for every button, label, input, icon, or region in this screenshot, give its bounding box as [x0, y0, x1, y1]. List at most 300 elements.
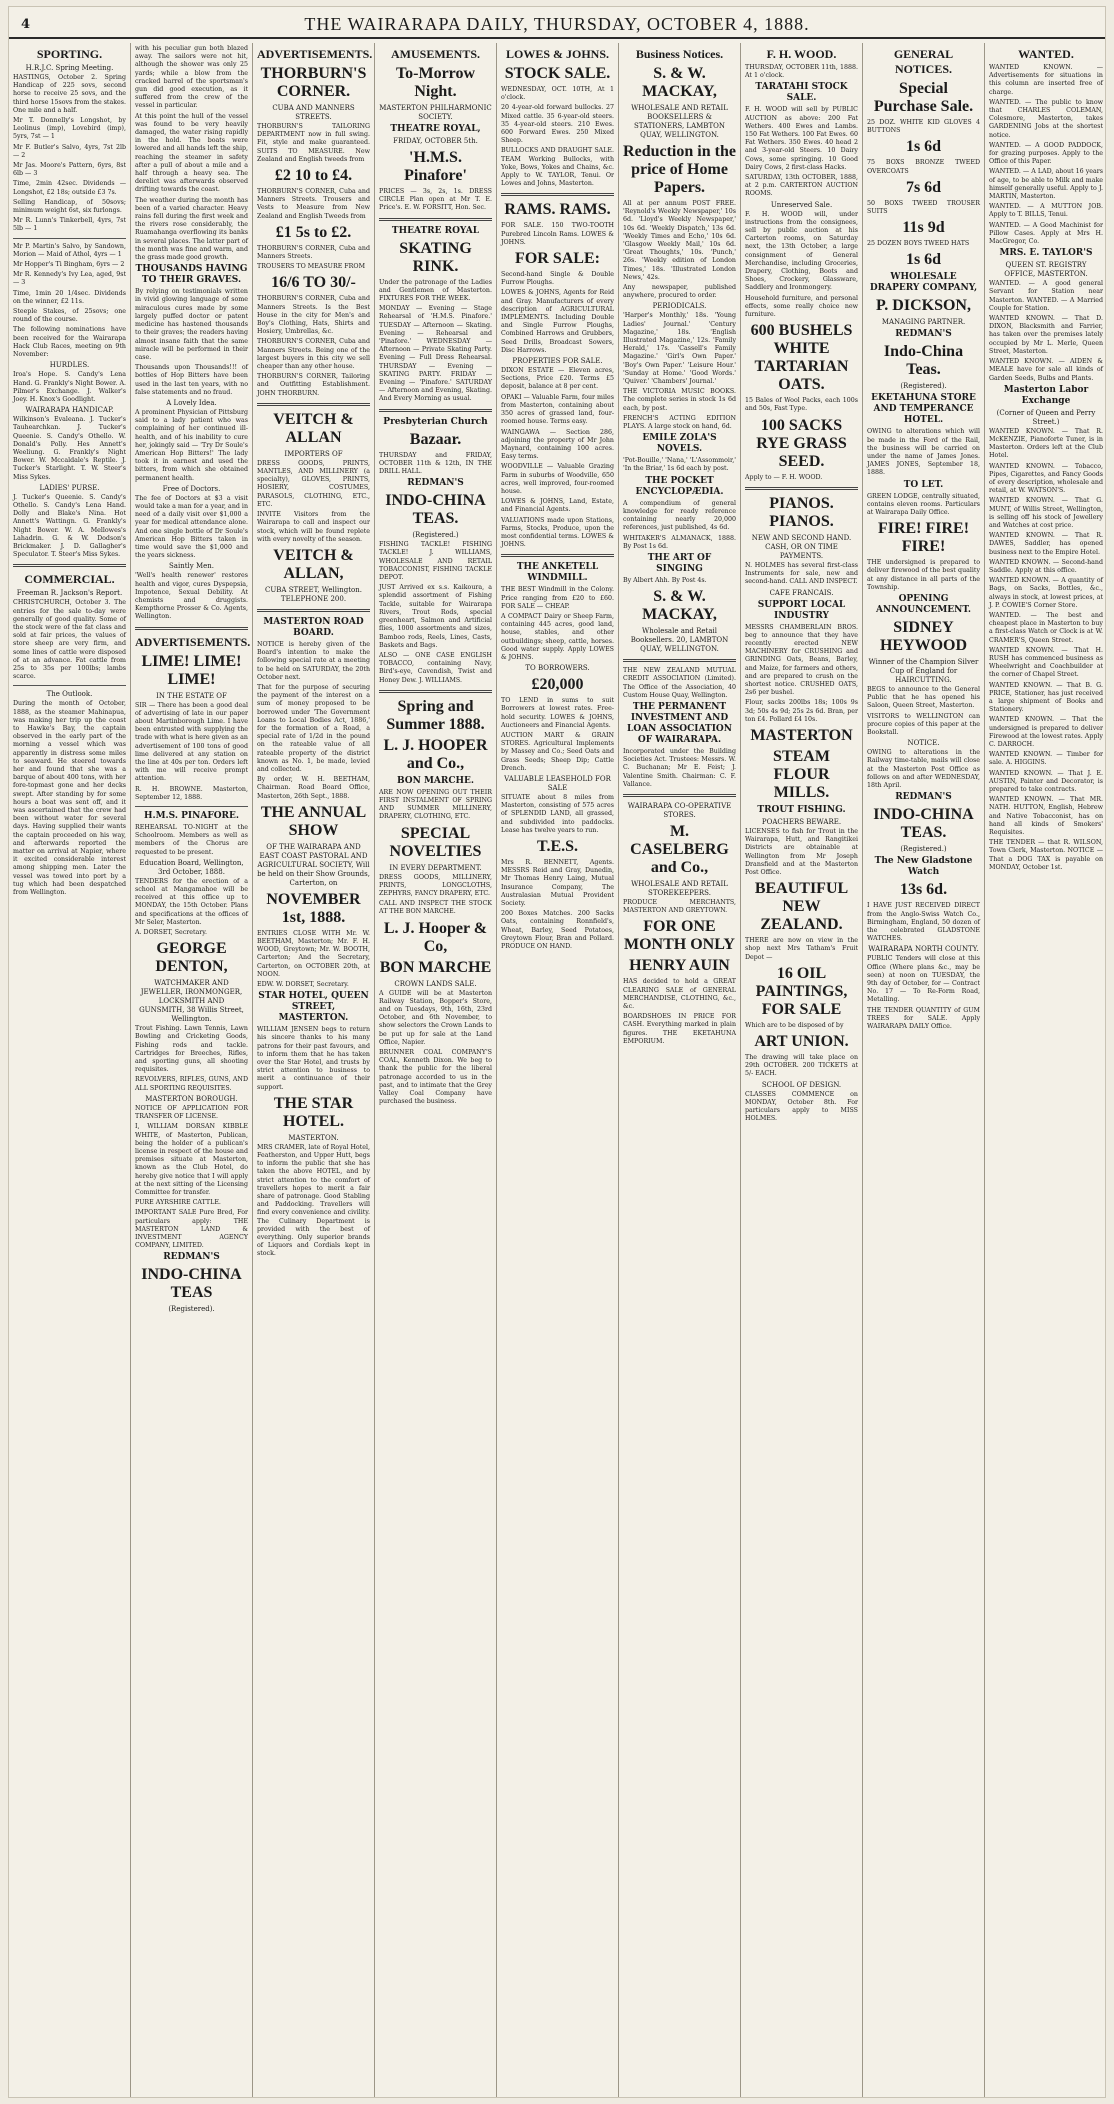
body-paragraph: THORBURN'S TAILORING DEPARTMENT now in full swing. Fit, style and make guaranteed. SUITS TO MEASURE. New Zealand and English tweeds from — [257, 123, 370, 163]
display-headline: VEITCH & ALLAN — [273, 410, 354, 446]
body-paragraph: 15 Bales of Wool Packs, each 100s and 50s, Fast Type. — [745, 397, 858, 413]
subheading: OF THE WAIRARAPA AND EAST COAST PASTORAL AND AGRICULTURAL SOCIETY, Will be held on their Show Grounds, Carterton, on — [257, 842, 370, 887]
body-paragraph: 50 BOXS TWEED TROUSER SUITS — [867, 199, 980, 216]
subheading: IMPORTERS OF — [284, 449, 343, 458]
display-headline: 100 SACKS RYE GRASS SEED. — [756, 416, 847, 470]
subheading: (Corner of Queen and Perry Street.) — [996, 408, 1096, 426]
body-paragraph: Mr R. Lunn's Tinkerbell, 4yrs, 7st 5lb — 1 — [13, 217, 126, 233]
ad-heading: TROUT FISHING. — [757, 804, 846, 815]
body-paragraph: I, WILLIAM DORSAN KIBBLE WHITE, of Masterton, Publican, being the holder of a publican's license in respect of the house and premises situate at Masterton, known as the Club Hotel, do hereby give notice that I will apply at the next sitting of the Licensing Committee for transfer. — [135, 1123, 248, 1196]
body-paragraph: A COMPACT Dairy or Sheep Farm, containing 445 acres, good land, house, stables, and other outbuildings; sheep, cattle, horses. Good water supply. Apply LOWES & JOHNS. — [501, 612, 614, 661]
body-paragraph: TENDERS for the erection of a school at Mangamahoe will be received at this office up to MONDAY, the 15th October. Plans and specifications at the offices of Mr Seler, Masterton. — [135, 877, 248, 926]
column-divider — [501, 193, 614, 196]
display-headline: 1s 6d — [905, 251, 942, 269]
newspaper-page — [8, 6, 1106, 2098]
body-paragraph: WANTED KNOWN. — Second-hand Saddle. Apply at this office. — [989, 558, 1103, 574]
body-paragraph: THORBURN'S CORNER, Cuba and Manners Streets. Is the Best House in the city for Men's and Boy's Clothing, Hats, Shirts and Hosiery, Umbrellas, &c. — [257, 295, 370, 336]
body-paragraph: WANTED KNOWN. — That B. G. PRICE, Stationer, has just received a large shipment of Books and Stationery. — [989, 681, 1103, 714]
display-headline: To-Morrow Night. — [395, 65, 476, 100]
display-headline: HENRY AUIN — [629, 957, 730, 975]
body-paragraph: ENTRIES CLOSE WITH Mr. W. BEETHAM, Masterton; Mr. F. H. WOOD, Greytown; Mr. W. BOOTH, Carterton; And the Secretary, Carterton, on OCTOBER 20th, at NOON. — [257, 929, 370, 978]
subheading: WAIRARAPA HANDICAP. — [25, 406, 114, 415]
body-paragraph: with his peculiar gun both blazed away. The sailors were not hit, although the shower was only 25 yards; while a blow from the cracked barrel of the sportsman's gun did good execution, as it suffered from the crew of the vessel in particular. — [135, 45, 248, 110]
body-paragraph: I HAVE JUST RECEIVED DIRECT from the Anglo-Swiss Watch Co., Birmingham, England, 50 dozen of the celebrated GLADSTONE WATCHES. — [867, 902, 980, 943]
ad-heading: REDMAN'S — [407, 478, 464, 489]
subheading: FRIDAY, OCTOBER 5th. — [393, 137, 478, 145]
body-paragraph: WANTED KNOWN. — That the undersigned is prepared to deliver Firewood at the lowest rates. Apply C. DARROCH. — [989, 716, 1103, 749]
body-paragraph: THORBURN'S CORNER, Cuba and Manners Streets. Being one of the largest buyers in this city we sell cheaper than any other house. — [257, 338, 370, 371]
body-paragraph: THE TENDER — that R. WILSON, Town Clerk, Masterton. NOTICE — That a DOG TAX is payable on MONDAY, October 1st. — [989, 839, 1103, 871]
body-paragraph: At this point the hull of the vessel was found to be very heavily damaged, the water rising rapidly in the hold. The boats were lowered and all hands left the ship, reaching the steamer in safety after a pull of about a mile and a half through a heavy sea. The derelict was afterwards observed drifting towards the coast. — [135, 112, 248, 194]
subheading: Saintly Men. — [169, 562, 214, 571]
body-paragraph: WANTED. — A good general Servant for Station near Masterton. WANTED. — A Married Couple for Station. — [989, 280, 1103, 312]
body-paragraph: HASTINGS, October 2. Spring Handicap of 225 sovs, second horse to receive 25 sovs, and the third horse 15sovs from the stakes. One mile and a half. — [13, 74, 126, 114]
column-divider — [13, 238, 126, 239]
body-paragraph: Mr Jas. Moore's Pattern, 6yrs, 8st 6lb — 3 — [13, 162, 126, 178]
body-paragraph: INVITE Visitors from the Wairarapa to call and inspect our stock, which will be found replete with every novelty of the season. — [257, 511, 370, 543]
body-paragraph: THURSDAY and FRIDAY, OCTOBER 11th & 12th, IN THE DRILL HALL. — [379, 451, 492, 476]
display-headline: INDO-CHINA TEAS. — [385, 492, 486, 528]
display-headline: STOCK SALE. — [504, 65, 611, 82]
section-heading: ADVERTISEMENTS. — [135, 634, 251, 649]
ad-heading: REDMAN'S — [895, 329, 952, 340]
body-paragraph: Flour, sacks 200lbs 18s; 100s 9s 3d; 50s 4s 9d; 25s 2s 6d. Bran, per ton £4. Pollard £4 10s. — [745, 699, 858, 723]
body-paragraph: PRODUCE MERCHANTS, MASTERTON AND GREYTOWN. — [623, 898, 736, 915]
body-paragraph: DRESS GOODS, PRINTS, MANTLES, AND MILLINERY (a specialty), GLOVES, PRINTS, HOSIERY, COSTUMES, PARASOLS, CLOTHING, ETC., ETC. — [257, 459, 370, 508]
ad-heading: TO LET. — [903, 479, 944, 490]
ad-heading: WHOLESALE DRAPERY COMPANY, — [869, 272, 978, 294]
body-paragraph: CALL AND INSPECT THE STOCK AT THE BON MARCHE. — [379, 900, 492, 916]
body-paragraph: WANTED. — The public to know that CHARLES COLEMAN, Colesmore, Masterton, takes GARDENING Jobs at the shortest notice. — [989, 98, 1103, 139]
section-heading: ADVERTISEMENTS. — [257, 47, 373, 61]
body-paragraph: R. H. BROWNE. Masterton, September 12, 1888. — [135, 785, 248, 801]
display-headline: 7s 6d — [905, 178, 942, 196]
body-paragraph: 'Harper's Monthly,' 18s. 'Young Ladies' Journal.' 'Century Magazine,' 18s. 'English Illustrated Magazine,' 12s. 'Family Herald,' 17s. 'Cassell's Family Magazine.' 'Girl's Own Paper.' 'Boy's Own Paper.' 'Leisure Hour.' 'Sunday at Home.' 'Good Words.' 'Quiver.' 'Chambers' Journal.' — [623, 312, 736, 386]
column-4 — [375, 43, 497, 2097]
body-paragraph: THORBURN'S CORNER, Cuba and Manners Streets. Trousers and Vests to Measure from New Zealand and English Tweeds from — [257, 188, 370, 220]
body-paragraph: BEGS to announce to the General Public that he has opened his Saloon, Queen Street, Masterton. — [867, 686, 980, 710]
body-paragraph: WANTED KNOWN. — That J. E. AUSTIN, Painter and Decorator, is prepared to take contracts. — [989, 769, 1103, 794]
section-heading: GENERAL NOTICES. — [893, 47, 954, 76]
subheading: CUBA STREET, Wellington. TELEPHONE 200. — [265, 585, 362, 603]
columns-container — [9, 43, 1105, 2097]
body-paragraph: THORBURN'S CORNER, Tailoring and Outfitting Establishment. JOHN THORBURN. — [257, 373, 370, 397]
body-paragraph: N. HOLMES has several first-class Instruments for sale, new and second-hand. CALL AND INSPECT. — [745, 561, 858, 586]
subheading: CAFE FRANCAIS. — [769, 588, 834, 597]
body-paragraph: A prominent Physician of Pittsburg said to a lady patient who was complaining of her continued ill-health, and of his inability to cure her, jokingly said — 'Try Dr Soule's American Hop Bitters!' The lady took it in earnest and used the bitters, from which she obtained permanent health. — [135, 408, 248, 482]
subheading: MASTERTON. — [288, 1133, 339, 1142]
body-paragraph: Household furniture, and personal effects, some really choice new furniture. — [745, 294, 858, 319]
column-divider — [135, 627, 248, 630]
body-paragraph: NOTICE OF APPLICATION FOR TRANSFER OF LICENSE. — [135, 1104, 248, 1121]
display-headline: S. & W. MACKAY, — [642, 588, 717, 624]
body-paragraph: F. H. WOOD will sell by PUBLIC AUCTION as above: 200 Fat Wethers. 400 Ewes and Lambs. 150 Fat Wethers. 100 Fat Ewes. 60 Fat Wethers. 350 Ewes. 40 head 2 and 3-year-old Steers. 10 Dairy Cows, some springing. 10 Good Dairy Cows, 2 first-class Hacks. — [745, 106, 858, 171]
display-headline: Indo-China Teas. — [883, 343, 964, 379]
body-paragraph: 200 Boxes Matches. 200 Sacks Oats, containing Ronnfield's, Wheat, Barley, Seed Potatoes, Greytown Flour, Bran and Pollard. PRODUCE ON HAND. — [501, 910, 614, 951]
ad-heading: Masterton Labor Exchange — [1003, 384, 1089, 406]
display-headline: S. & W. MACKAY, — [642, 65, 717, 100]
display-headline: SKATING RINK. — [399, 239, 472, 275]
body-paragraph: FOR SALE. 150 TWO-TOOTH Purebred Lincoln Rams. LOWES & JOHNS. — [501, 222, 614, 246]
display-headline: THE STAR HOTEL. — [273, 1094, 354, 1130]
body-paragraph: Mr Hopper's Ti Bingham, 6yrs — 2 — [13, 261, 125, 269]
body-paragraph: The fee of Doctors at $3 a visit would take a man for a year, and in need of a daily visit over $1,000 a year for medical attendance alone. And one single bottle of Dr Soule's American Hop Bitters taken in time would save the $1,000 and the years sickness. — [135, 494, 248, 560]
body-paragraph: PRICES — 3s, 2s, 1s. DRESS CIRCLE Plan open at Mr T. E. Price's. E. W. FORSITT, Hon. Sec. — [379, 188, 492, 212]
display-headline: L. J. Hooper & Co, — [383, 919, 488, 955]
body-paragraph: A GUIDE will be at Masterton Railway Station, Bopper's Store, and on Tuesdays, 9th, 16th, 23rd October, and 6th November, to show selectors the Crown Lands to be put up for sale at the Land Office, Napier. — [379, 989, 492, 1046]
subheading: The Outlook. — [46, 690, 93, 699]
display-headline: BON MARCHE — [379, 958, 492, 976]
body-paragraph: Second-hand Single & Double Furrow Ploughs. — [501, 271, 614, 287]
subheading: HURDLES. — [49, 361, 90, 370]
body-paragraph: DIXON ESTATE — Eleven acres, Sections, Price £20. Terms £5 deposit, balance at 8 per cent. — [501, 367, 614, 391]
display-headline: STEAM FLOUR MILLS. — [773, 747, 830, 801]
column-divider — [13, 564, 126, 567]
display-headline: £1 5s to £2. — [275, 223, 352, 241]
subheading: NEW AND SECOND HAND. CASH, OR ON TIME PAYMENTS. — [751, 533, 852, 560]
body-paragraph: NOTICE is hereby given of the Board's intention to make the following special rate at a meeting to be held on SATURDAY, the 20th October next. — [257, 640, 370, 681]
ad-heading: THEATRE ROYAL — [391, 225, 480, 236]
body-paragraph: J. Tucker's Queenie. S. Candy's Othello. S. Candy's Lena Hand. Dolly and Blake's Nina. Hot Annett's Wattingn. G. Frankly's Night Bower. W. A. Mellowes's Lahadrin. G. & W. Dodson's Brickmaker. J. D. Gallagher's Speculator. T. Steer's Miss Sykes. — [13, 493, 126, 559]
display-headline: INDO-CHINA TEAS. — [873, 806, 974, 842]
display-headline: LIME! LIME! LIME! — [141, 652, 242, 688]
body-paragraph: LOWES & JOHNS, Land, Estate, and Financial Agents. — [501, 498, 614, 514]
body-paragraph: WANTED KNOWN. — That R. McKENZIE, Pianoforte Tuner, is in Masterton. Orders left at the Club Hotel. — [989, 427, 1103, 460]
body-paragraph: AUCTION MART & GRAIN STORES. Agricultural Implements by Massey and Co.; Seed Oats and Grass Seeds; Sheep Dip; Cattle Drench. — [501, 731, 614, 772]
column-divider — [135, 806, 248, 807]
newspaper-title: THE WAIRARAPA DAILY, THURSDAY, OCTOBER 4, 1888. — [304, 13, 810, 34]
body-paragraph: LICENSES to fish for Trout in the Wairarapa, Hutt, and Rangitikei Districts are obtainable at Wellington from Mr Joseph Dransfield and at the Masterton Post Office. — [745, 827, 858, 876]
ad-heading: THOUSANDS HAVING TO THEIR GRAVES. — [135, 264, 248, 286]
body-paragraph: 'Well's health renewer' restores health and vigor, cures Dyspepsia, Impotence, Sexual Debility. At chemists and druggists. Kempthorne Prosser & Co. Agents, Wellington. — [135, 572, 248, 621]
column-5 — [497, 43, 619, 2097]
body-paragraph: Selling Handicap, of 50sovs; minimum weight 6st, six furlongs. — [13, 198, 126, 215]
display-headline: 600 BUSHELS WHITE TARTARIAN OATS. — [750, 322, 853, 394]
display-headline: 13s 6d. — [899, 881, 948, 899]
subheading: VALUABLE LEASEHOLD FOR SALE — [504, 775, 611, 792]
column-6 — [619, 43, 741, 2097]
body-paragraph: GREEN LODGE, centrally situated, contains eleven rooms. Particulars at Wairarapa Daily Office. — [867, 492, 980, 517]
body-paragraph: TROUSERS TO MEASURE FROM — [257, 263, 366, 271]
body-paragraph: Mr R. Kennedy's Ivy Lea, aged, 9st — 3 — [13, 271, 126, 287]
display-headline: GEORGE DENTON, — [155, 940, 228, 976]
body-paragraph: Mrs R. BENNETT, Agents. MESSRS Reid and Gray, Dunedin, Mr Thomas Henry Laing, Mutual Insurance Company, The Australasian Mutual Provident Society. — [501, 859, 614, 908]
body-paragraph: BRUNNER COAL COMPANY'S COAL, Kenneth Dixon. We beg to thank the public for the liberal patronage accorded to us in the past, and to intimate that the Grey Valley Coal Company have purchased the business. — [379, 1048, 492, 1106]
body-paragraph: WANTED KNOWN. — That D. DIXON, Blacksmith and Farrier, has taken over the premises lately occupied by Mr L. Merle, Queen Street, Masterton. — [989, 315, 1103, 355]
subheading: QUEEN ST. REGISTRY OFFICE, MASTERTON. — [1004, 261, 1088, 279]
subheading: A Lovely Idea. — [166, 398, 217, 407]
display-headline: BEAUTIFUL NEW ZEALAND. — [754, 880, 849, 934]
display-headline: RAMS. RAMS. — [504, 201, 611, 219]
column-divider — [379, 690, 492, 693]
display-headline: T.E.S. — [536, 838, 579, 856]
section-heading: COMMERCIAL. — [24, 572, 115, 587]
body-paragraph: CHRISTCHURCH, October 3. The entries for the sale to-day were generally of good quality. Some of the stock were of the fat class and sold at fair prices, the values of store sheep are very firm, and some lines of cattle were disposed of at an advance. Fat cattle from 25s to 35s per 100lbs; lambs scarce. — [13, 599, 126, 681]
ad-heading: EMILE ZOLA'S NOVELS. — [642, 433, 717, 455]
ad-heading: THEATRE ROYAL, — [390, 124, 481, 134]
display-headline: SIDNEY HEYWOOD — [879, 619, 968, 655]
body-paragraph: REHEARSAL TO-NIGHT at the Schoolroom. Members as well as members of the Chorus are requested to be present. — [135, 824, 248, 856]
body-paragraph: Apply to — F. H. WOOD. — [745, 473, 823, 481]
body-paragraph: BULLOCKS AND DRAUGHT SALE. TEAM Working Bullocks, with Yoke, Bows, Yokes and Chains, &c. Apply to W. TAYLOR, Tenui. Or Lowes and Johns, Masterton. — [501, 147, 614, 188]
body-paragraph: WANTED KNOWN. — Advertisements for situations in this column are inserted free of charge. — [989, 64, 1103, 96]
subheading: Freeman R. Jackson's Report. — [16, 589, 123, 598]
subheading: WHOLESALE AND RETAIL STOREKEEPERS. — [631, 879, 728, 897]
ad-heading: TARATAHI STOCK SALE. — [755, 82, 848, 104]
column-9 — [985, 43, 1106, 2097]
display-headline: M. CASELBERG and Co., — [630, 822, 729, 876]
display-headline: 'H.M.S. Pinafore' — [404, 149, 467, 184]
body-paragraph: Mr T. Donnelly's Longshot, by Leolinus (imp), Lovebird (imp), 5yrs, 7st — 1 — [13, 117, 126, 141]
subheading: WHOLESALE AND RETAIL BOOKSELLERS & STATIONERS, LAMBTON QUAY, WELLINGTON. — [631, 104, 728, 139]
body-paragraph: 25 DOZEN BOYS TWEED HATS — [867, 240, 970, 248]
section-heading: SPORTING. — [36, 47, 103, 61]
display-headline: THE ANNUAL SHOW — [260, 803, 367, 839]
body-paragraph: THE TENDER QUANTITY of GUM TREES for SALE. Apply WAIRARAPA DAILY Office. — [867, 1006, 980, 1030]
section-heading: WANTED. — [1018, 47, 1074, 61]
body-paragraph: 'Pot-Bouille,' 'Nana,' 'L'Assommoir,' 'In the Briar,' 1s 6d each by post. — [623, 457, 736, 473]
body-paragraph: Which are to be disposed of by — [745, 1021, 844, 1029]
subheading: POACHERS BEWARE. — [761, 817, 842, 826]
section-heading: AMUSEMENTS. — [390, 47, 480, 61]
body-paragraph: WANTED KNOWN. — AIDEN & MEALE have for sale all kinds of Garden Seeds, Bulbs and Plants. — [989, 358, 1103, 382]
subheading: H.R.J.C. Spring Meeting. — [25, 64, 114, 72]
body-paragraph: 75 BOXS BRONZE TWEED OVERCOATS — [867, 159, 980, 175]
display-headline: THORBURN'S CORNER. — [260, 65, 367, 100]
ad-heading: H.M.S. PINAFORE. — [143, 811, 240, 822]
body-paragraph: HAS decided to hold a GREAT CLEARING SALE of GENERAL MERCHANDISE, CLOTHING, &c., &c. — [623, 978, 736, 1010]
subheading: Unreserved Sale. — [770, 200, 833, 209]
body-paragraph: WANTED KNOWN. — A quantity of Bags, on Sacks, Bottles, &c., always in stock, at lowest prices, at J. P. COWIE'S Corner Store. — [989, 577, 1103, 609]
subheading: SCHOOL OF DESIGN. — [761, 1080, 842, 1089]
body-paragraph: By order, W. H. BEETHAM, Chairman. Road Board Office, Masterton, 26th Sept., 1888. — [257, 776, 370, 800]
ad-heading: BON MARCHE. — [396, 775, 475, 786]
subheading: Wholesale and Retail Booksellers. 20, LAMBTON QUAY, WELLINGTON. — [630, 627, 729, 654]
body-paragraph: JUST Arrived ex s.s. Kaikoura, a splendid assortment of Fishing Tackle, suitable for Wairarapa Rivers, Trout Rods, special greenheart, Salmon and Artificial flies, 1000 assortments and sizes, Bamboo rods, Reels, Lines, Casts, Baskets and Bags. — [379, 584, 492, 649]
subheading: PROPERTIES FOR SALE. — [512, 357, 603, 366]
ad-heading: MRS. E. TAYLOR'S — [999, 248, 1093, 259]
body-paragraph: WANTED. — The best and cheapest place in Masterton to buy a first-class Watch or Clock is at W. CRAMER'S, Queen Street. — [989, 611, 1103, 644]
ad-heading: THE POCKET ENCYCLOPÆDIA. — [635, 475, 724, 497]
subheading: (Registered). — [900, 382, 947, 391]
display-headline: Special Purchase Sale. — [873, 80, 974, 115]
ad-heading: THE PERMANENT INVESTMENT AND LOAN ASSOCIATION OF WAIRARAPA. — [627, 701, 732, 745]
body-paragraph: By relying on testimonials written in vivid glowing language of some miraculous cures made by some largely puffed doctor or patent medicine has hastened thousands to their graves; the readers having almost insane faith that the same miracle will be performed in their case. — [135, 288, 248, 361]
body-paragraph: THE NEW ZEALAND MUTUAL CREDIT ASSOCIATION (Limited). The Office of the Association, 40 Custom House Quay, Wellington. — [623, 667, 736, 699]
subheading: CUBA AND MANNERS STREETS. — [272, 104, 355, 121]
body-paragraph: VALUATIONS made upon Stations, Farms, Stocks, Produce, upon the most confidential terms. LOWES & JOHNS. — [501, 516, 614, 549]
body-paragraph: By Albert Ahh. By Post 4s. — [623, 576, 707, 584]
body-paragraph: OWING to alterations in the Railway time-table, mails will close at the Masterton Post Office as follows on and after WEDNESDAY, 18th April. — [867, 749, 980, 790]
display-headline: L. J. HOOPER and Co., — [383, 736, 488, 772]
display-headline: NOVEMBER 1st, 1888. — [266, 890, 361, 926]
body-paragraph: Mr F. Butler's Salvo, 4yrs, 7st 2lb — 2 — [13, 143, 126, 159]
ad-heading: STAR HOTEL, QUEEN STREET, MASTERTON. — [258, 991, 369, 1024]
body-paragraph: OPAKI — Valuable Farm, four miles from Masterton, containing about 350 acres of grassed land, four-roomed house. Terms easy. — [501, 393, 615, 426]
subheading: CROWN LANDS SALE. — [394, 979, 477, 988]
subheading: IN EVERY DEPARTMENT. — [389, 863, 482, 872]
section-heading: Business Notices. — [635, 47, 724, 61]
ad-heading: REDMAN'S — [895, 792, 952, 803]
subheading: LADIES' PURSE. — [39, 483, 100, 492]
subheading: MASTERTON BOROUGH. — [145, 1094, 238, 1103]
body-paragraph: Thousands upon Thousands!!! of bottles of Hop Bitters have been used in the last ten years, with no false statements and no fraud. — [135, 364, 248, 396]
body-paragraph: During the month of October, 1888, as the steamer Mahinapua, was making her trip up the coast to Hawke's Bay, the captain observed in the early part of the morning a vessel which was apparently in distress some miles to seaward. He steered towards her and found that she was a barque of about 400 tons, with her fore-topmast gone and her decks swept. After standing by for some hours a boat was sent off, and it was ascertained that the crew had been without water for several days. Having supplied their wants the captain proceeded on his way, and afterwards reported the matter on arrival at Napier, where it excited considerable interest among shipping men. Later the vessel was towed into port by a tug which had been despatched from Wellington. — [13, 700, 126, 897]
subheading: WATCHMAKER AND JEWELLER, IRONMONGER, LOCKSMITH AND GUNSMITH, 38 Willis Street, Wellington. — [139, 979, 244, 1024]
display-headline: INDO-CHINA TEAS — [141, 1266, 242, 1302]
body-paragraph: Incorporated under the Building Societies Act. Trustees: Messrs. W. C. Buchanan; Mr E. Feist; J. Valentine Smith. Chairman: C. F. Vallance. — [623, 747, 736, 788]
body-paragraph: WILLIAM JENSEN begs to return his sincere thanks to his many patrons for their past favours, and to inform them that he has taken over the Star Hotel, and trusts by strict attention to business to merit a continuance of their support. — [257, 1026, 370, 1091]
column-divider — [257, 403, 370, 406]
column-1 — [9, 43, 131, 2097]
display-headline: FIRE! FIRE! FIRE! — [877, 520, 970, 556]
display-headline: PIANOS. PIANOS. — [769, 494, 834, 530]
body-paragraph: Wilkinson's Evaleana. J. Tucker's Tauhearchkan. J. Tucker's Queenie. S. Candy's Othello. W. Donald's Polly. Hes Annett's Weeliung. G. Frankly's Night Bower. W. Mccaldale's Reptile. J. Tucker's Starlight. T. W. Steer's Miss Sykes. — [13, 416, 126, 481]
body-paragraph: F. H. WOOD will, under instructions from the consignees, sell by public auction at his Carterton rooms, on Saturday next, the 13th October, a large consignment of General Merchandise, including Groceries, Drapery, Clothing, Boots and Shoes, Crockery, Glassware, Saddlery and Ironmongery. — [745, 210, 858, 292]
body-paragraph: THORBURN'S CORNER, Cuba and Manners Streets. — [257, 244, 370, 261]
body-paragraph: WANTED. — A GOOD PADDOCK, for grazing purposes. Apply to the Office of this Paper. — [989, 141, 1103, 166]
section-heading: F. H. WOOD. — [766, 47, 837, 61]
body-paragraph: WHITAKER'S ALMANACK, 1888. By Post 1s 6d. — [623, 534, 736, 550]
display-headline: £20,000 — [531, 676, 584, 694]
display-headline: Reduction in the price of Home Papers. — [623, 143, 736, 196]
ad-heading: THE ART OF SINGING — [647, 552, 712, 574]
body-paragraph: IMPORTANT SALE Pure Bred, For particulars apply: THE MASTERTON LAND & INVESTMENT AGENCY COMPANY, LIMITED. — [135, 1209, 248, 1250]
subheading: MANAGING PARTNER. — [881, 318, 966, 327]
body-paragraph: THE VICTORIA MUSIC BOOKS. The complete series in stock 1s 6d each, by post. — [623, 388, 736, 412]
subheading: TO BORROWERS. — [525, 664, 590, 673]
subheading: (Registered.) — [900, 845, 947, 854]
column-divider — [501, 554, 614, 557]
ad-heading: Presbyterian Church — [383, 416, 488, 427]
subheading: NOTICE. — [907, 739, 940, 748]
display-headline: 16 OIL PAINTINGS, FOR SALE — [755, 964, 848, 1018]
display-headline: ART UNION. — [754, 1032, 849, 1050]
body-paragraph: Mr P. Martin's Salvo, by Sandown, Morion — Maid of Athol, 4yrs — 1 — [13, 242, 126, 258]
display-headline: MASTERTON — [750, 726, 853, 744]
body-paragraph: Time, 2min 42sec. Dividends — Longshot, £2 18s; outside £3 7s. — [13, 180, 126, 196]
body-paragraph: ALSO — ONE CASE ENGLISH TOBACCO, containing Navy, Bird's-eye, Cavendish, Twist and Honey Dew. J. WILLIAMS. — [379, 651, 492, 684]
subheading: Education Board, Wellington, 3rd October, 1888. — [139, 858, 244, 876]
display-headline: Spring and Summer 1888. — [386, 697, 485, 733]
body-paragraph: 20 4-year-old forward bullocks. 27 Mixed cattle. 35 6-year-old steers. 35 4-year-old steers. 210 Ewes. 600 Forward Ewes. 250 Mixed Sheep. — [501, 104, 614, 145]
body-paragraph: ARE NOW OPENING OUT THEIR FIRST INSTALMENT OF SPRING AND SUMMER MILLINERY, DRAPERY, CLOTHING, ETC. — [379, 788, 492, 821]
column-divider — [257, 609, 370, 612]
body-paragraph: A compendium of general knowledge for ready reference containing nearly 20,000 references, just published, 4s 6d. — [623, 499, 736, 532]
body-paragraph: MESSRS CHAMBERLAIN BROS. beg to announce that they have recently erected NEW MACHINERY for CRUSHING and GRINDING Oats, Beans, Barley, and Maize, for farmers and others, and are prepared to crush on the shortest notice. CRUSHED OATS, 2s6 per bushel. — [745, 623, 858, 697]
display-headline: £2 10 to £4. — [274, 167, 353, 185]
body-paragraph: Under the patronage of the Ladies and Gentlemen of Masterton. FIXTURES FOR THE WEEK. — [379, 278, 492, 303]
ad-heading: SUPPORT LOCAL INDUSTRY — [757, 599, 846, 621]
display-headline: FOR SALE: — [515, 250, 600, 268]
body-paragraph: The weather during the month has been of a varied character. Heavy rains fell during the first week and the rivers rose considerably, the Ruamahanga overflowing its banks in several places. The latter part of the month was fine and warm, and the grass made good growth. — [135, 196, 248, 262]
body-paragraph: WANTED KNOWN. — Timber for sale. A. HIGGINS. — [989, 751, 1103, 767]
subheading: Winner of the Champion Silver Cup of England for HAIRCUTTING. — [868, 658, 979, 685]
body-paragraph: REVOLVERS, RIFLES, GUNS, AND ALL SPORTING REQUISITES. — [135, 1076, 248, 1092]
body-paragraph: Time, 1min 20 1/4sec. Dividends on the winner, £2 11s. — [13, 289, 126, 305]
column-3 — [253, 43, 375, 2097]
body-paragraph: 25 DOZ. WHITE KID GLOVES 4 BUTTONS — [867, 119, 980, 135]
subheading: WAIRARAPA CO-OPERATIVE STORES. — [627, 801, 732, 819]
body-paragraph: LOWES & JOHNS, Agents for Reid and Gray. Manufacturers of every description of AGRICULTURAL IMPLEMENTS. Including Double and Single Furrow Ploughs, Combined Harrows and Grubbers, Seed Drills, Broadcast Sowers, Disc Harrows. — [501, 289, 614, 354]
column-2 — [131, 43, 253, 2097]
body-paragraph: SIR — There has been a good deal of advertising of late in our paper about Martinborough Lime. I have been entrusted with supplying the trade with what is here given as an advertisement of 100 tons of good lime delivered at any station on the line at 40s per ton. Orders left with me will receive prompt attention. — [135, 701, 248, 783]
subheading: (Registered). — [168, 1305, 215, 1314]
body-paragraph: Iroa's Hope. S. Candy's Lena Hand. G. Frankly's Night Bower. A. Pilmer's Exchange. J. Walker's Joey. H. Knox's Goodlight. — [13, 371, 126, 403]
body-paragraph: FRENCH'S ACTING EDITION PLAYS. A large stock on hand, 6d. — [623, 414, 736, 431]
subheading: Free of Doctors. — [162, 484, 221, 493]
page-number: 4 — [21, 16, 31, 32]
body-paragraph: CLASSES COMMENCE on MONDAY, October 8th. For particulars apply to MISS HOLMES. — [745, 1090, 858, 1123]
body-paragraph: That for the purpose of securing the payment of the interest on a sum of money proposed to be borrowed under 'The Government Loans to Local Bodies Act, 1886,' for the formation of a Road, a special rate of 1/2d in the pound on the rateable value of all rateable property of the district known as No. 1, be made, levied and collected. — [257, 683, 370, 773]
body-paragraph: WANTED KNOWN. — That R. DAWES, Saddler, has opened business next to the Empire Hotel. — [989, 532, 1103, 556]
display-headline: FOR ONE MONTH ONLY — [624, 918, 735, 954]
body-paragraph: WEDNESDAY, OCT. 10TH, At 1 o'clock. — [501, 86, 614, 102]
body-paragraph: Trout Fishing. Lawn Tennis, Lawn Bowling and Cricketing Goods, Fishing rods and tackle. Cartridges for Breeches, Rifles, and sporting guns, all shooting requisites. — [135, 1025, 248, 1074]
body-paragraph: PUBLIC Tenders will close at this Office (Where plans &c., may be seen) at noon on TUESDAY, the 9th day of October, for — Contract No. 17 — To Re-Form Road, Metalling. — [867, 955, 980, 1004]
body-paragraph: WANTED KNOWN. — That MR. NATH. HUTTON, English, Hebrew and Native Tobacconist, has on hand all kinds of Smokers' Requisites. — [989, 796, 1103, 837]
display-headline: 1s 6d — [905, 138, 942, 156]
body-paragraph: MRS CRAMER, late of Royal Hotel, Featherston, and Upper Hutt, begs to inform the public that she has taken the above HOTEL, and by strict attention to the comfort of travellers hopes to merit a fair share of patronage. Good Stabling and Paddocking. Travellers will find every convenience and civility. The Culinary Department is provided with the best of everything. Only superior brands of Liquors and Cordials kept in stock. — [257, 1143, 370, 1258]
body-paragraph: SITUATE about 8 miles from Masterton, consisting of 575 acres of SPLENDID LAND, all grassed, and subdivided into paddocks. Lease has twelve years to run. — [501, 794, 614, 834]
body-paragraph: Steeple Stakes, of 25sovs; one round of the course. — [13, 308, 126, 324]
body-paragraph: The following nominations have been received for the Wairarapa Hack Club Races, meeting on 9th November: — [13, 326, 126, 359]
body-paragraph: BOARDSHOES IN PRICE FOR CASH. Everything marked in plain figures. THE EKETAHUNA EMPORIUM. — [623, 1013, 736, 1045]
subheading: PERIODICALS. — [652, 302, 707, 311]
body-paragraph: OWING to alterations which will be made in the Ford of the Rail, the business will be carried on under the name of James Jones. JAMES JONES, September 18, 1888. — [867, 428, 980, 477]
body-paragraph: VISITORS to WELLINGTON can procure copies of this paper at the Bookstall. — [867, 712, 980, 737]
display-headline: VEITCH & ALLAN, — [273, 546, 354, 582]
body-paragraph: MONDAY — Evening — Stage Rehearsal of 'H.M.S. Pinafore.' TUESDAY — Afternoon — Skating. Evening — Rehearsal and 'Pinafore.' WEDNESDAY — Afternoon — Private Skating Party. Evening — Full Dress Rehearsal. THURSDAY — Evening — SKATING PARTY. FRIDAY — Evening — 'Pinafore.' SATURDAY — Afternoon and Evening, Skating. And Every Morning as usual. — [379, 305, 492, 403]
ad-heading: The New Gladstone Watch — [874, 856, 973, 878]
body-paragraph: WANTED. — A LAD, about 16 years of age, to be able to Milk and make himself generally useful. Apply to J. MARTIN, Masterton. — [989, 168, 1103, 201]
column-divider — [379, 409, 492, 412]
body-paragraph: WANTED. — A MUTTON JOB. Apply to T. BILLS, Tenui. — [989, 203, 1103, 219]
body-paragraph: THE undersigned is prepared to deliver firewood of the best quality at any distance in all parts of the Township. — [867, 559, 980, 591]
display-headline: Bazaar. — [409, 430, 462, 448]
column-8 — [863, 43, 985, 2097]
display-headline: P. DICKSON, — [876, 297, 971, 315]
body-paragraph: A. DORSET, Secretary. — [135, 929, 208, 937]
body-paragraph: WANTED KNOWN. — That H. RUSH has commenced business as Wheelwright and Coachbuilder at the corner of Chapel Street. — [989, 646, 1103, 679]
column-divider — [13, 685, 126, 686]
section-heading: LOWES & JOHNS. — [505, 47, 610, 61]
body-paragraph: WANTED KNOWN. — Tobacco, Pipes, Cigarettes, and Fancy Goods of every description, wholesale and retail, at W. WATSON'S. — [989, 462, 1103, 495]
column-divider — [745, 487, 858, 490]
body-paragraph: The drawing will take place on 29th OCTOBER. 200 TICKETS at 5/- EACH. — [745, 1053, 858, 1078]
subheading: WAIRARAPA NORTH COUNTY. — [868, 945, 979, 954]
ad-heading: MASTERTON ROAD BOARD. — [263, 616, 364, 638]
ad-heading: EKETAHUNA STORE AND TEMPERANCE HOTEL. — [871, 393, 976, 426]
body-paragraph: PURE AYRSHIRE CATTLE. — [135, 1199, 221, 1207]
display-headline: 11s 9d — [902, 219, 945, 237]
body-paragraph: Any newspaper, published anywhere, procured to order. — [623, 284, 736, 300]
ad-heading: OPENING ANNOUNCEMENT. — [875, 594, 972, 616]
column-divider — [623, 794, 736, 797]
body-paragraph: WANTED. — A Good Machinist for Pillow Cases. Apply at Mrs H. MacGregor, Co. — [989, 221, 1103, 246]
body-paragraph: TO LEND in sums to suit Borrowers at lowest rates. Free-hold security. LOWES & JOHNS, Auctioneers and Financial Agents. — [501, 697, 614, 729]
masthead — [9, 11, 1105, 39]
subheading: MASTERTON PHILHARMONIC SOCIETY. — [379, 104, 492, 121]
body-paragraph: WAINGAWA — Section 286, adjoining the property of Mr John Maynard, containing 100 acres. Easy terms. — [501, 428, 614, 461]
body-paragraph: DRESS GOODS, MILLINERY, PRINTS, LONGCLOTHS, ZEPHYRS, FANCY DRAPERY, ETC. — [379, 873, 492, 897]
body-paragraph: FISHING TACKLE! FISHING TACKLE! J. WILLIAMS, WHOLESALE AND RETAIL TOBACCONIST, FISHING TACKLE DEPOT. — [379, 541, 492, 582]
display-headline: SPECIAL NOVELTIES — [389, 824, 482, 860]
body-paragraph: SATURDAY, 13th OCTOBER, 1888, at 2 p.m. CARTERTON AUCTION ROOMS. — [745, 174, 858, 198]
body-paragraph: EDW. W. DORSET, Secretary. — [257, 980, 349, 988]
column-7 — [741, 43, 863, 2097]
ad-heading: THE ANKETELL WINDMILL. — [516, 562, 599, 584]
